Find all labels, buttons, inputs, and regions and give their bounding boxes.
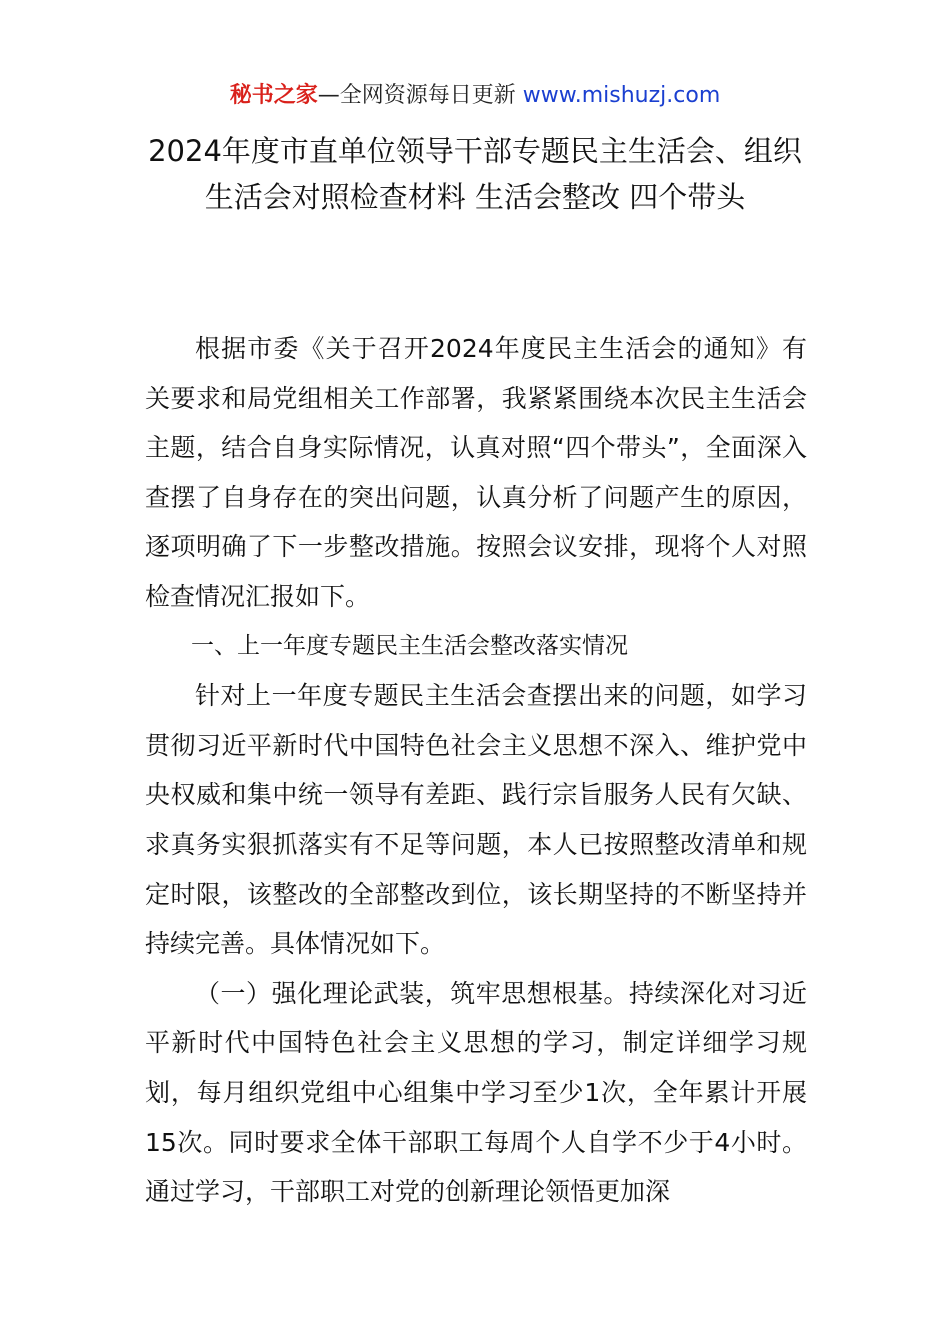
site-banner xyxy=(0,80,950,112)
brand-name: 秘书之家 xyxy=(229,83,318,108)
document-title: 2024年度市直单位领导干部专题民主生活会、组织生活会对照检查材料 生活会整改 四个带头 xyxy=(148,134,802,214)
subsection-paragraph: （一）强化理论武装，筑牢思想根基。持续深化对习近平新时代中国特色社会主义思想的学习，制定详细学习规划，每月组织党组中心组集中学习至少1次，全年累计开展15次。同时要求全体干部职工每周个人自学不少于4小时。通过学习，干部职工对党的创新理论领悟更加深 xyxy=(145,978,807,1207)
section-paragraph: 针对上一年度专题民主生活会查摆出来的问题，如学习贯彻习近平新时代中国特色社会主义思想不深入、维护党中央权威和集中统一领导有差距、践行宗旨服务人民有欠缺、求真务实狠抓落实有不足等问题，本人已按照整改清单和规定时限，该整改的全部整改到位，该长期坚持的不断坚持并持续完善。具体情况如下。 xyxy=(145,681,807,959)
document-body xyxy=(145,324,807,1217)
site-url: www.mishuzj.com xyxy=(522,83,721,108)
section-heading: 一、上一年度专题民主生活会整改落实情况 xyxy=(191,632,628,659)
intro-paragraph: 根据市委《关于召开2024年度民主生活会的通知》有关要求和局党组相关工作部署，我紧紧围绕本次民主生活会主题，结合自身实际情况，认真对照“四个带头”，全面深入查摆了自身存在的突出问题，认真分析了问题产生的原因，逐项明确了下一步整改措施。按照会议安排，现将个人对照检查情况汇报如下。 xyxy=(145,334,807,611)
banner-tagline: —全网资源每日更新 xyxy=(317,83,523,108)
